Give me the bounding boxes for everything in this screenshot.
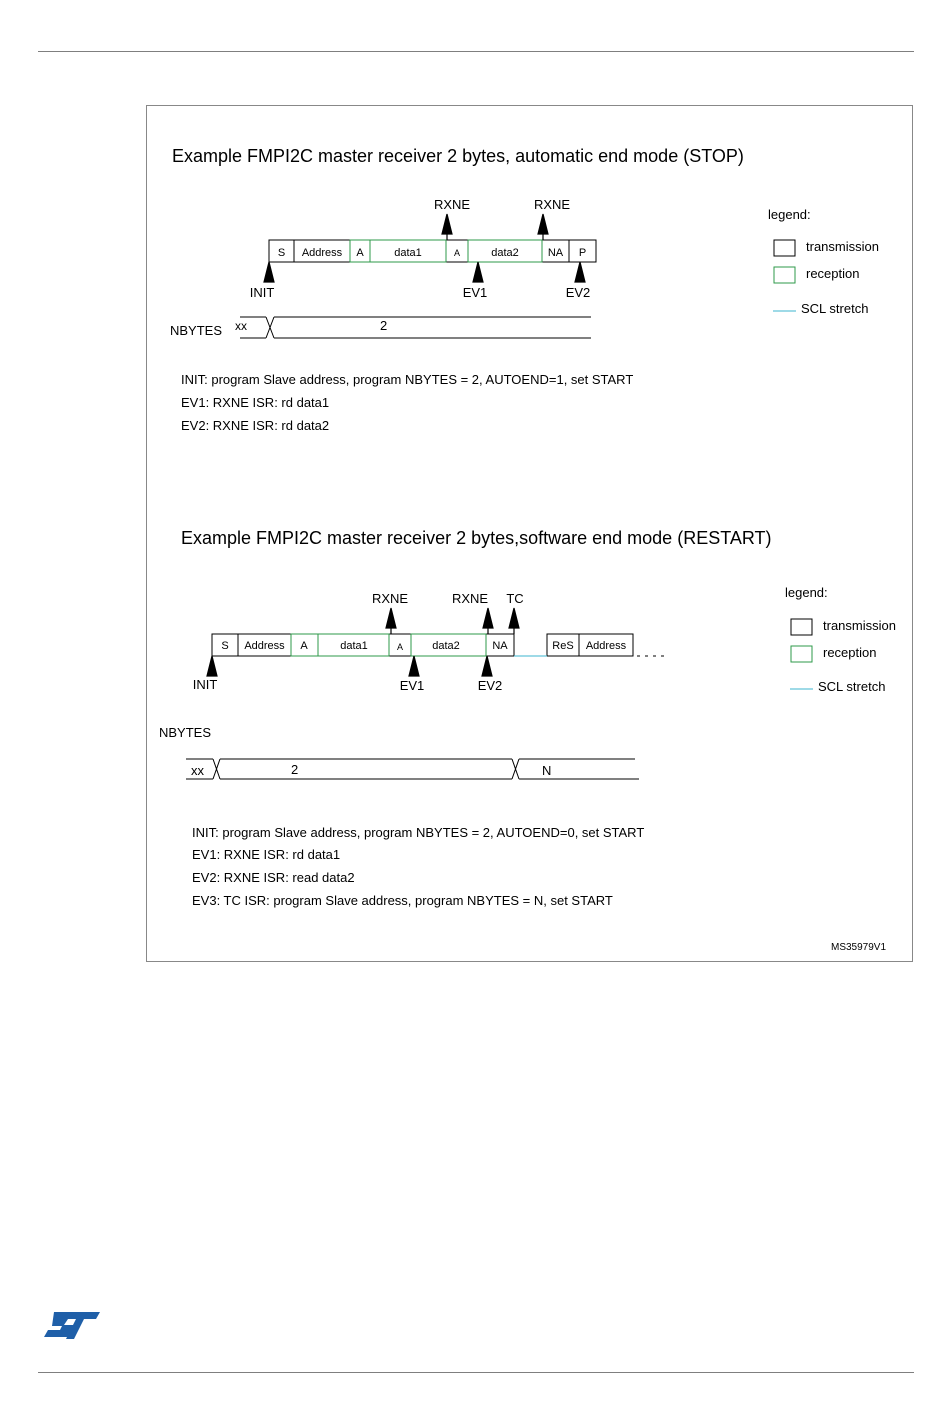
- fig-b-note-init: INIT: program Slave address, program NBYTES = 2, AUTOEND=0, set START: [192, 825, 645, 840]
- fig-a-init-arrow-icon: [264, 262, 274, 282]
- fig-b-nbytes-xx: xx: [191, 763, 204, 778]
- fig-b-nbytes-label: NBYTES: [159, 725, 212, 740]
- fig-a-label-address: Address: [301, 247, 343, 259]
- fig-a-ev2-label: EV2: [565, 285, 591, 300]
- figure-id: MS35979V1: [831, 942, 887, 953]
- fig-b-legend-title: legend:: [785, 585, 828, 600]
- fig-b-label-s: S: [221, 640, 229, 652]
- fig-b-tc-arrow-icon: [509, 608, 519, 628]
- fig-a-rxne2-arrow-icon: [538, 214, 548, 234]
- fig-a-nbytes-bus: [240, 317, 591, 338]
- fig-b-ev2-arrow-icon: [482, 656, 492, 676]
- fig-b-legend-transmission: transmission: [823, 618, 896, 633]
- fig-b-rxne2-label: RXNE: [451, 591, 489, 606]
- fig-b-label-a1: A: [300, 640, 308, 652]
- fig-a-rxne2-label: RXNE: [533, 197, 571, 212]
- fig-b-nbytes-bus: [186, 759, 639, 779]
- figure-a: [170, 146, 879, 433]
- fig-b-init-label: INIT: [192, 677, 218, 692]
- figure-b: [159, 528, 896, 908]
- fig-b-note-ev1: EV1: RXNE ISR: rd data1: [192, 847, 341, 862]
- fig-a-note-ev1: EV1: RXNE ISR: rd data1: [181, 395, 330, 410]
- fig-b-title: Example FMPI2C master receiver 2 bytes,software end mode (RESTART): [181, 528, 772, 548]
- fig-b-ev1-arrow-icon: [409, 656, 419, 676]
- fig-a-legend-scl: SCL stretch: [801, 301, 869, 316]
- fig-b-rxne2-arrow-icon: [483, 608, 493, 628]
- fig-a-note-init: INIT: program Slave address, program NBYTES = 2, AUTOEND=1, set START: [181, 372, 634, 387]
- fig-b-label-address: Address: [244, 640, 285, 652]
- fig-a-label-a2: A: [453, 248, 461, 258]
- fig-a-title: Example FMPI2C master receiver 2 bytes, automatic end mode (STOP): [172, 146, 744, 166]
- fig-a-label-a1: A: [356, 247, 364, 259]
- fig-b-label-address2: Address: [585, 640, 627, 652]
- fig-a-ev1-arrow-icon: [473, 262, 483, 282]
- fig-b-ev1-label: EV1: [399, 678, 425, 693]
- fig-a-ev2-arrow-icon: [575, 262, 585, 282]
- fig-b-rxne1-label: RXNE: [371, 591, 409, 606]
- fig-a-legend-title: legend:: [768, 207, 811, 222]
- fig-a-init-label: INIT: [249, 285, 275, 300]
- fig-b-nbytes-n: N: [542, 763, 552, 778]
- fig-a-legend-reception-swatch: [774, 267, 795, 283]
- fig-a-rxne1-arrow-icon: [442, 214, 452, 234]
- fig-b-label-na: NA: [492, 640, 508, 652]
- fig-a-nbytes-label: NBYTES: [170, 323, 223, 338]
- fig-a-note-ev2: EV2: RXNE ISR: rd data2: [181, 418, 330, 433]
- fig-b-rxne1-arrow-icon: [386, 608, 396, 628]
- fig-a-ev1-label: EV1: [462, 285, 488, 300]
- fig-b-label-a2: A: [396, 642, 404, 652]
- fig-b-legend-reception-swatch: [791, 646, 812, 662]
- fig-a-nbytes-xx: xx: [235, 319, 247, 333]
- fig-a-legend-transmission-swatch: [774, 240, 795, 256]
- fig-b-note-ev2: EV2: RXNE ISR: read data2: [192, 870, 355, 885]
- st-logo-icon: [44, 1310, 102, 1342]
- fig-b-init-arrow-icon: [207, 656, 217, 676]
- fig-b-label-res: ReS: [552, 640, 574, 652]
- fig-b-note-ev3: EV3: TC ISR: program Slave address, program NBYTES = N, set START: [192, 893, 613, 908]
- fig-a-legend-transmission: transmission: [806, 239, 879, 254]
- fig-b-nbytes-2: 2: [291, 762, 299, 777]
- fig-a-label-data1: data1: [394, 247, 422, 259]
- fig-a-nbytes-2: 2: [380, 318, 388, 333]
- fig-a-rxne1-label: RXNE: [433, 197, 471, 212]
- fig-a-label-data2: data2: [491, 247, 519, 259]
- fig-b-legend-scl: SCL stretch: [818, 679, 886, 694]
- fig-a-label-p: P: [578, 247, 587, 259]
- fig-b-label-data2: data2: [432, 640, 460, 652]
- fig-b-legend-reception: reception: [823, 645, 877, 660]
- fig-b-ev2-label: EV2: [477, 678, 503, 693]
- fig-a-label-na: NA: [547, 247, 564, 259]
- fig-b-tc-label: TC: [506, 591, 524, 606]
- fig-a-legend-reception: reception: [806, 266, 860, 281]
- fig-b-legend-transmission-swatch: [791, 619, 812, 635]
- fig-b-label-data1: data1: [340, 640, 368, 652]
- fig-a-label-s: S: [277, 247, 286, 259]
